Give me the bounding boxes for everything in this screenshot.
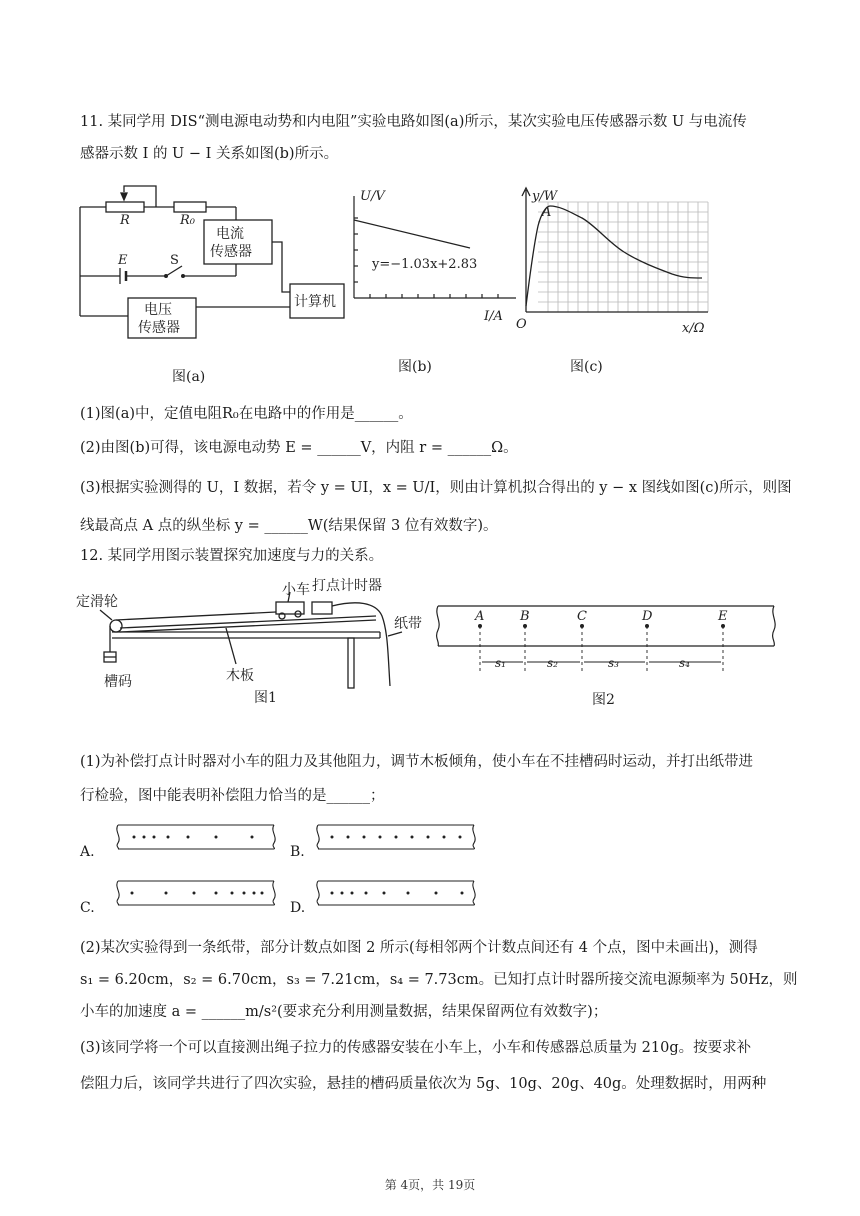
- fig-b-caption: 图(b): [398, 359, 432, 375]
- q11-figure-a-circuit: [76, 180, 352, 350]
- fig2-seg-s2: s₂: [547, 656, 558, 670]
- fig1-tape-label: 纸带: [394, 616, 422, 632]
- option-a-label: A.: [80, 844, 95, 860]
- fig2-point-d: D: [642, 609, 653, 624]
- fig-c-xlabel: x/Ω: [682, 321, 705, 336]
- fig-a-s-label: S: [170, 253, 179, 268]
- option-c-label: C.: [80, 900, 95, 916]
- fig2-seg-s1: s₁: [495, 656, 506, 670]
- fig-a-e-label: E: [118, 253, 128, 268]
- fig-b-xlabel: I/A: [484, 309, 503, 324]
- fig2-point-e: E: [718, 609, 728, 624]
- q11-sub3-line-1: (3)根据实验测得的 U，I 数据，若令 y = UI，x = U/I，则由计算机拟合得出的 y − x 图线如图(c)所示，则图: [80, 480, 792, 496]
- q12-sub2-line-3: 小车的加速度 a = ______m/s²(要求充分利用测量数据，结果保留两位有效数字)；: [80, 1004, 608, 1020]
- fig-b-x-ticks: [370, 294, 498, 298]
- fig-a-r0-label: R₀: [180, 213, 195, 228]
- fig-a-current-sensor-1: 电流: [216, 226, 244, 242]
- option-d-tape: [312, 878, 480, 908]
- q11-sub2: (2)由图(b)可得，该电源电动势 E = ______V，内阻 r = ______Ω。: [80, 440, 518, 456]
- option-a-tape: [112, 822, 280, 852]
- fig1-board-label: 木板: [226, 668, 254, 684]
- fig-c-ylabel: y/W: [532, 189, 558, 204]
- option-c-tape: [112, 878, 280, 908]
- fig2-point-b: B: [520, 609, 530, 624]
- fig2-point-c: C: [577, 609, 587, 624]
- q12-sub3-line-2: 偿阻力后，该同学共进行了四次实验，悬挂的槽码质量依次为 5g、10g、20g、40g。处理数据时，用两种: [80, 1076, 767, 1092]
- q11-sub1: (1)图(a)中，定值电阻R₀在电路中的作用是______。: [80, 406, 413, 422]
- fig2-seg-s4: s₄: [679, 656, 690, 670]
- fig1-cart-label: 小车: [282, 582, 310, 598]
- q11-figure-b-graph: [346, 186, 522, 326]
- fig1-weight-label: 槽码: [104, 674, 132, 690]
- fig-a-voltage-sensor-2: 传感器: [138, 320, 180, 336]
- q12-figure-2-tape: [432, 600, 784, 710]
- fig2-point-a: A: [475, 609, 485, 624]
- fig-a-computer: 计算机: [294, 294, 336, 310]
- fig-c-peak-label: A: [542, 205, 552, 220]
- fig-b-equation: y=−1.03x+2.83: [372, 257, 478, 272]
- q12-stem: 12. 某同学用图示装置探究加速度与力的关系。: [80, 548, 384, 564]
- q11-stem-line-1: 11. 某同学用 DIS“测电源电动势和内电阻”实验电路如图(a)所示，某次实验电压传感器示数 U 与电流传: [80, 114, 747, 130]
- q12-sub1-line-1: (1)为补偿打点计时器对小车的阻力及其他阻力，调节木板倾角，使小车在不挂槽码时运动，并打出纸带进: [80, 754, 754, 770]
- fig-a-voltage-sensor-1: 电压: [144, 302, 172, 318]
- page-footer: 第 4页，共 19页: [384, 1178, 476, 1192]
- fig-a-r-label: R: [120, 213, 130, 228]
- fig-b-ylabel: U/V: [360, 189, 385, 204]
- fig-a-current-sensor-2: 传感器: [210, 244, 252, 260]
- q12-sub2-line-2: s₁ = 6.20cm，s₂ = 6.70cm，s₃ = 7.21cm，s₄ = 7.73cm。已知打点计时器所接交流电源频率为 50Hz，则: [80, 972, 798, 988]
- fig-a-caption: 图(a): [172, 369, 206, 385]
- fig-c-caption: 图(c): [570, 359, 603, 375]
- fig2-seg-s3: s₃: [608, 656, 619, 670]
- option-d-label: D.: [290, 900, 306, 916]
- fig2-caption: 图2: [592, 692, 615, 708]
- q12-figure-1-apparatus: [76, 576, 422, 710]
- fig1-pulley-label: 定滑轮: [76, 594, 118, 610]
- fig-c-curve: [526, 206, 702, 306]
- option-b-label: B.: [290, 844, 305, 860]
- fig1-timer-label: 打点计时器: [312, 578, 382, 594]
- q12-sub1-line-2: 行检验，图中能表明补偿阻力恰当的是______；: [80, 788, 385, 804]
- q11-stem-line-2: 感器示数 I 的 U − I 关系如图(b)所示。: [80, 146, 339, 162]
- fig1-caption: 图1: [254, 690, 277, 706]
- q12-sub2-line-1: (2)某次实验得到一条纸带，部分计数点如图 2 所示(每相邻两个计数点间还有 4 个点，图中未画出)，测得: [80, 940, 758, 956]
- fig-b-fit-line: [354, 220, 470, 248]
- fig-c-origin: O: [516, 317, 527, 332]
- q11-figure-c-graph: [508, 184, 718, 338]
- q11-sub3-line-2: 线最高点 A 点的纵坐标 y = ______W(结果保留 3 位有效数字)。: [80, 518, 498, 534]
- option-b-tape: [312, 822, 480, 852]
- q12-sub3-line-1: (3)该同学将一个可以直接测出绳子拉力的传感器安装在小车上，小车和传感器总质量为 210g。按要求补: [80, 1040, 752, 1056]
